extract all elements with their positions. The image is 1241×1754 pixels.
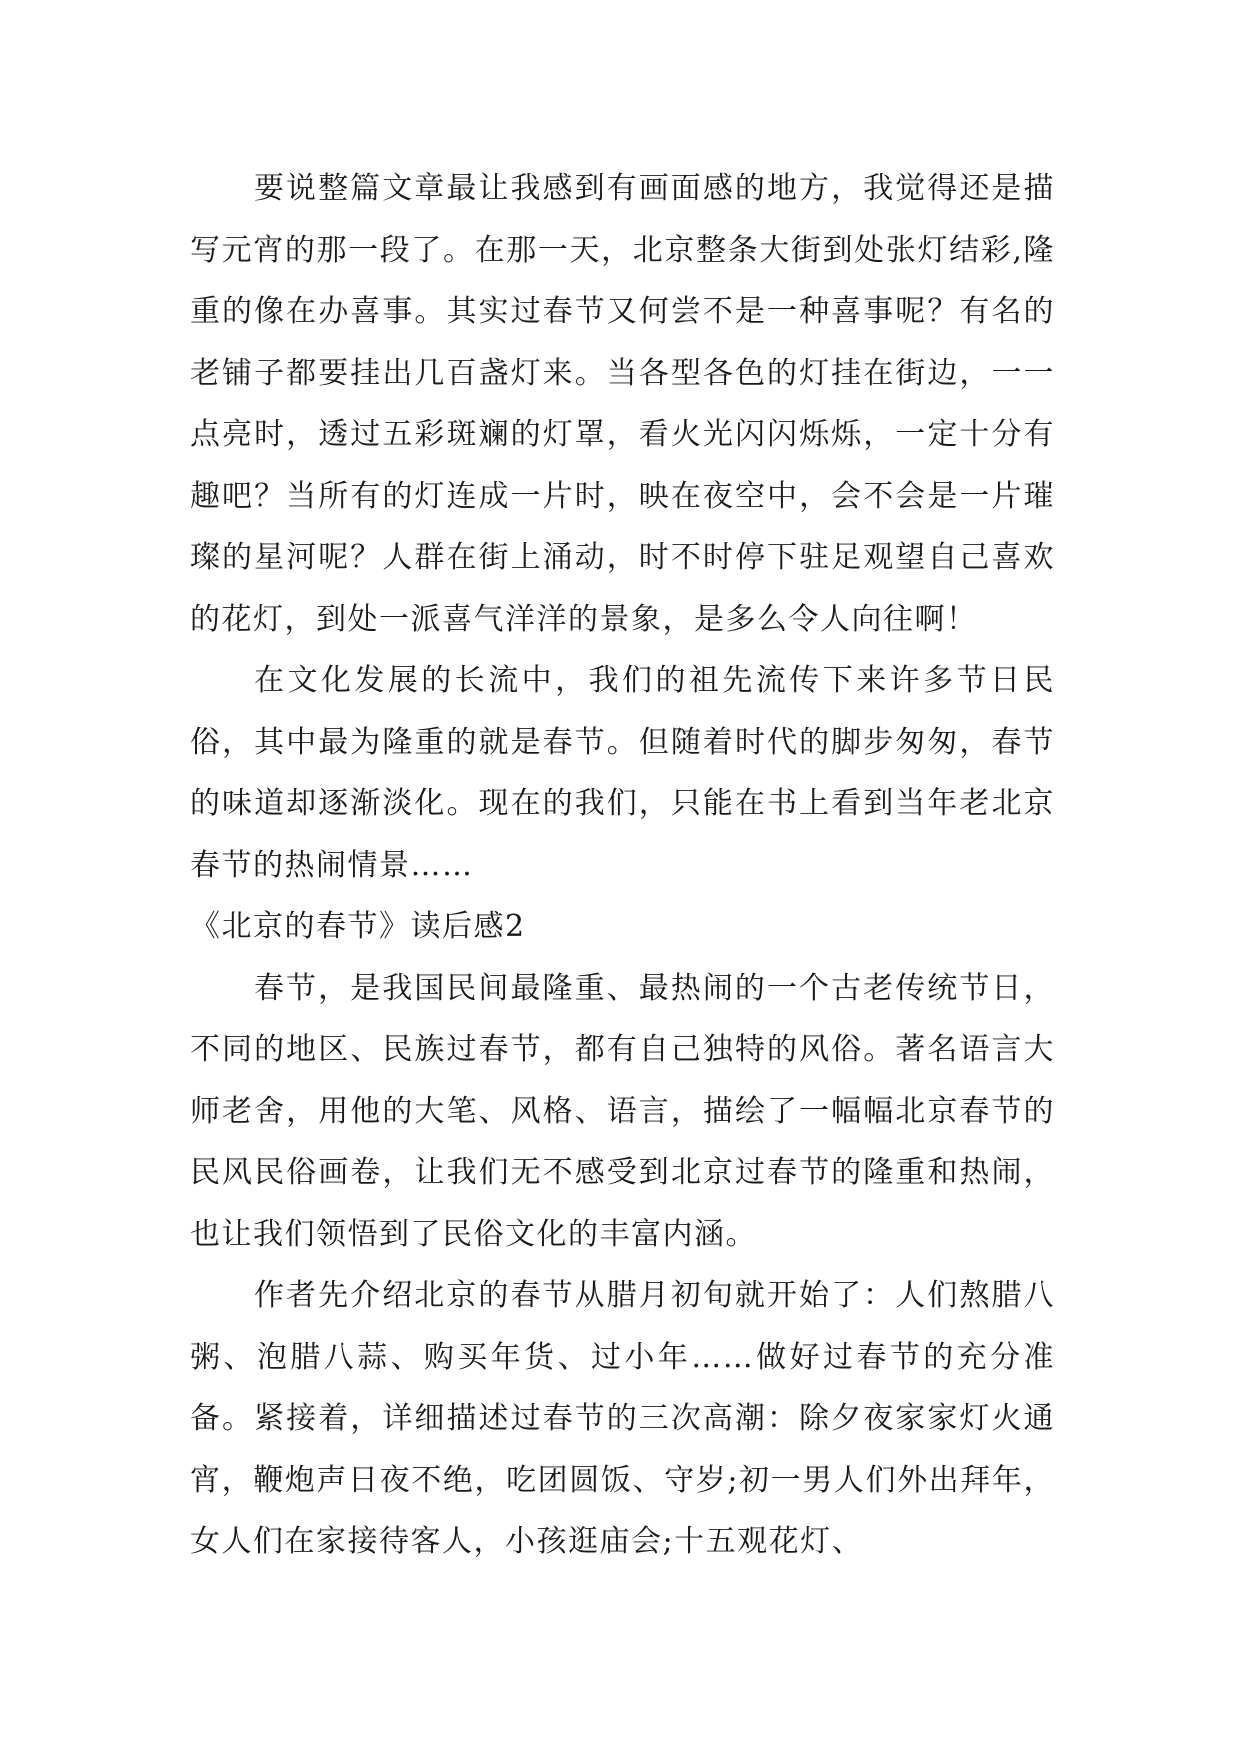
section-title: 《北京的春节》读后感2 bbox=[190, 909, 526, 944]
paragraph-festival-preparations: 作者先介绍北京的春节从腊月初旬就开始了：人们熬腊八粥、泡腊八蒜、购买年货、过小年……做好过春节的充分准备。紧接着，详细描述过春节的三次高潮：除夕夜家家灯火通宵，鞭炮声日夜不绝，吃团圆饭、守岁;初一男人们外出拜年，女人们在家接待客人，小孩逛庙会;十五观花灯、 bbox=[190, 1278, 1055, 1559]
document-body bbox=[190, 158, 1055, 1573]
paragraph-cultural-tradition: 在文化发展的长流中，我们的祖先流传下来许多节日民俗，其中最为隆重的就是春节。但随着时代的脚步匆匆，春节的味道却逐渐淡化。现在的我们，只能在书上看到当年老北京春节的热闹情景…… bbox=[190, 663, 1055, 883]
paragraph-spring-festival-intro: 春节，是我国民间最隆重、最热闹的一个古老传统节日，不同的地区、民族过春节，都有自己独特的风俗。著名语言大师老舍，用他的大笔、风格、语言，描绘了一幅幅北京春节的民风民俗画卷，让我们无不感受到北京过春节的隆重和热闹，也让我们领悟到了民俗文化的丰富内涵。 bbox=[190, 970, 1055, 1252]
paragraph-lantern-festival: 要说整篇文章最让我感到有画面感的地方，我觉得还是描写元宵的那一段了。在那一天，北京整条大街到处张灯结彩,隆重的像在办喜事。其实过春节又何尝不是一种喜事呢？有名的老铺子都要挂出几百盏灯来。当各型各色的灯挂在街边，一一点亮时，透过五彩斑斓的灯罩，看火光闪闪烁烁，一定十分有趣吧？当所有的灯连成一片时，映在夜空中，会不会是一片璀璨的星河呢？人群在街上涌动，时不时停下驻足观望自己喜欢的花灯，到处一派喜气洋洋的景象，是多么令人向往啊！ bbox=[190, 171, 1055, 637]
